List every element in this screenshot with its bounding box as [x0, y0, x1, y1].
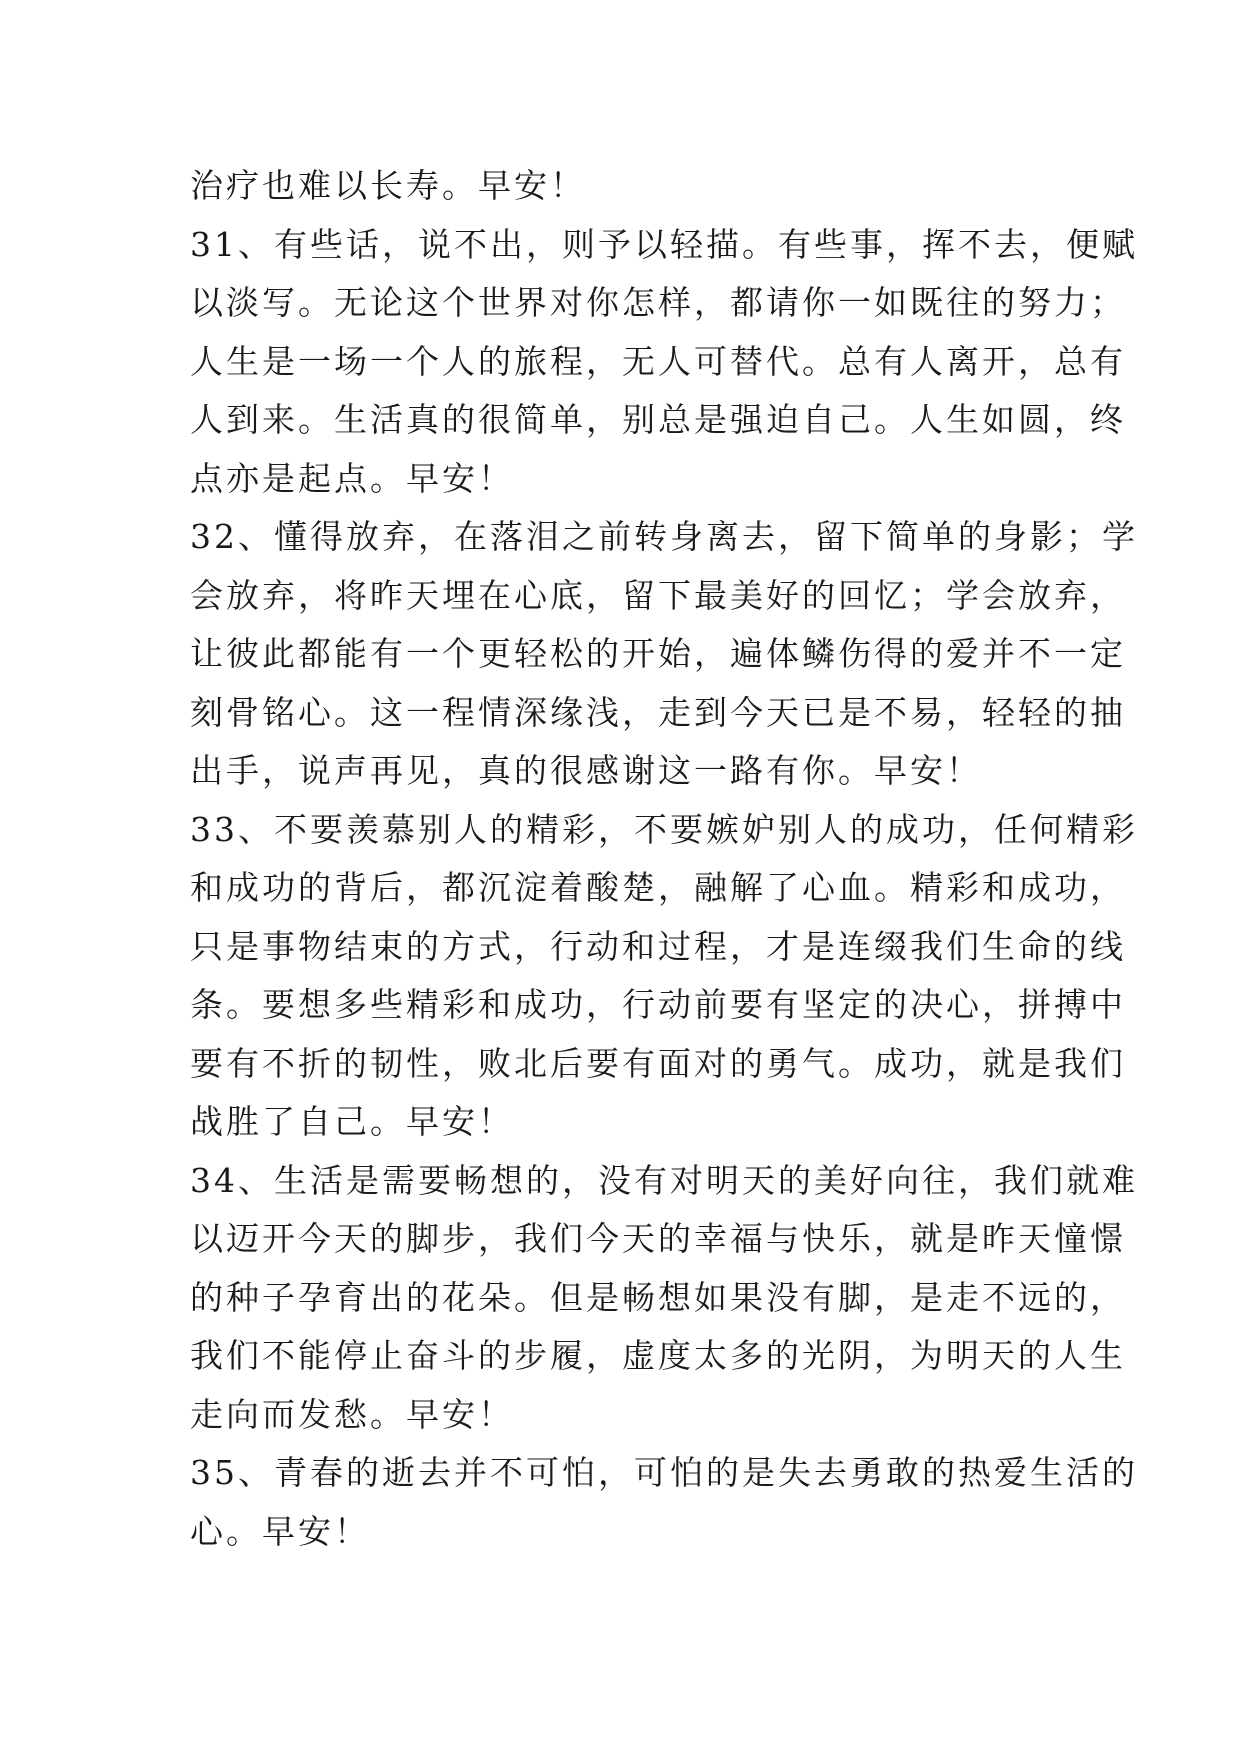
text-line: 条。要想多些精彩和成功，行动前要有坚定的决心，拼搏中 — [190, 985, 1126, 1024]
document-body — [190, 157, 1138, 1561]
text-line: 35、青春的逝去并不可怕，可怕的是失去勇敢的热爱生活的 — [190, 1453, 1138, 1492]
text-line: 只是事物结束的方式，行动和过程，才是连缀我们生命的线 — [190, 926, 1126, 966]
text-line: 让彼此都能有一个更轻松的开始，遍体鳞伤得的爱并不一定 — [190, 634, 1126, 673]
text-line: 战胜了自己。早安！ — [190, 1102, 514, 1141]
text-line: 人到来。生活真的很简单，别总是强迫自己。人生如圆，终 — [190, 400, 1126, 439]
text-line: 出手，说声再见，真的很感谢这一路有你。早安！ — [190, 751, 982, 790]
text-line: 心。早安！ — [190, 1511, 370, 1551]
text-line: 的种子孕育出的花朵。但是畅想如果没有脚，是走不远的， — [190, 1277, 1126, 1317]
text-line: 以迈开今天的脚步，我们今天的幸福与快乐，就是昨天憧憬 — [190, 1219, 1126, 1258]
text-line: 和成功的背后，都沉淀着酸楚，融解了心血。精彩和成功， — [190, 868, 1126, 907]
text-line: 人生是一场一个人的旅程，无人可替代。总有人离开，总有 — [190, 341, 1126, 381]
text-line: 要有不折的韧性，败北后要有面对的勇气。成功，就是我们 — [190, 1043, 1126, 1083]
text-line: 会放弃，将昨天埋在心底，留下最美好的回忆；学会放弃， — [190, 575, 1126, 615]
text-line: 治疗也难以长寿。早安！ — [190, 166, 586, 205]
text-line: 33、不要羡慕别人的精彩，不要嫉妒别人的成功，任何精彩 — [190, 809, 1138, 849]
text-line: 点亦是起点。早安！ — [190, 458, 514, 498]
text-line: 刻骨铭心。这一程情深缘浅，走到今天已是不易，轻轻的抽 — [190, 692, 1126, 732]
text-line: 31、有些话，说不出，则予以轻描。有些事，挥不去，便赋 — [190, 224, 1138, 264]
text-line: 34、生活是需要畅想的，没有对明天的美好向往，我们就难 — [190, 1160, 1138, 1200]
text-line: 走向而发愁。早安！ — [190, 1394, 514, 1434]
text-line: 我们不能停止奋斗的步履，虚度太多的光阴，为明天的人生 — [190, 1336, 1126, 1375]
text-line: 32、懂得放弃，在落泪之前转身离去，留下简单的身影；学 — [190, 517, 1138, 556]
text-line: 以淡写。无论这个世界对你怎样，都请你一如既往的努力； — [190, 283, 1126, 322]
